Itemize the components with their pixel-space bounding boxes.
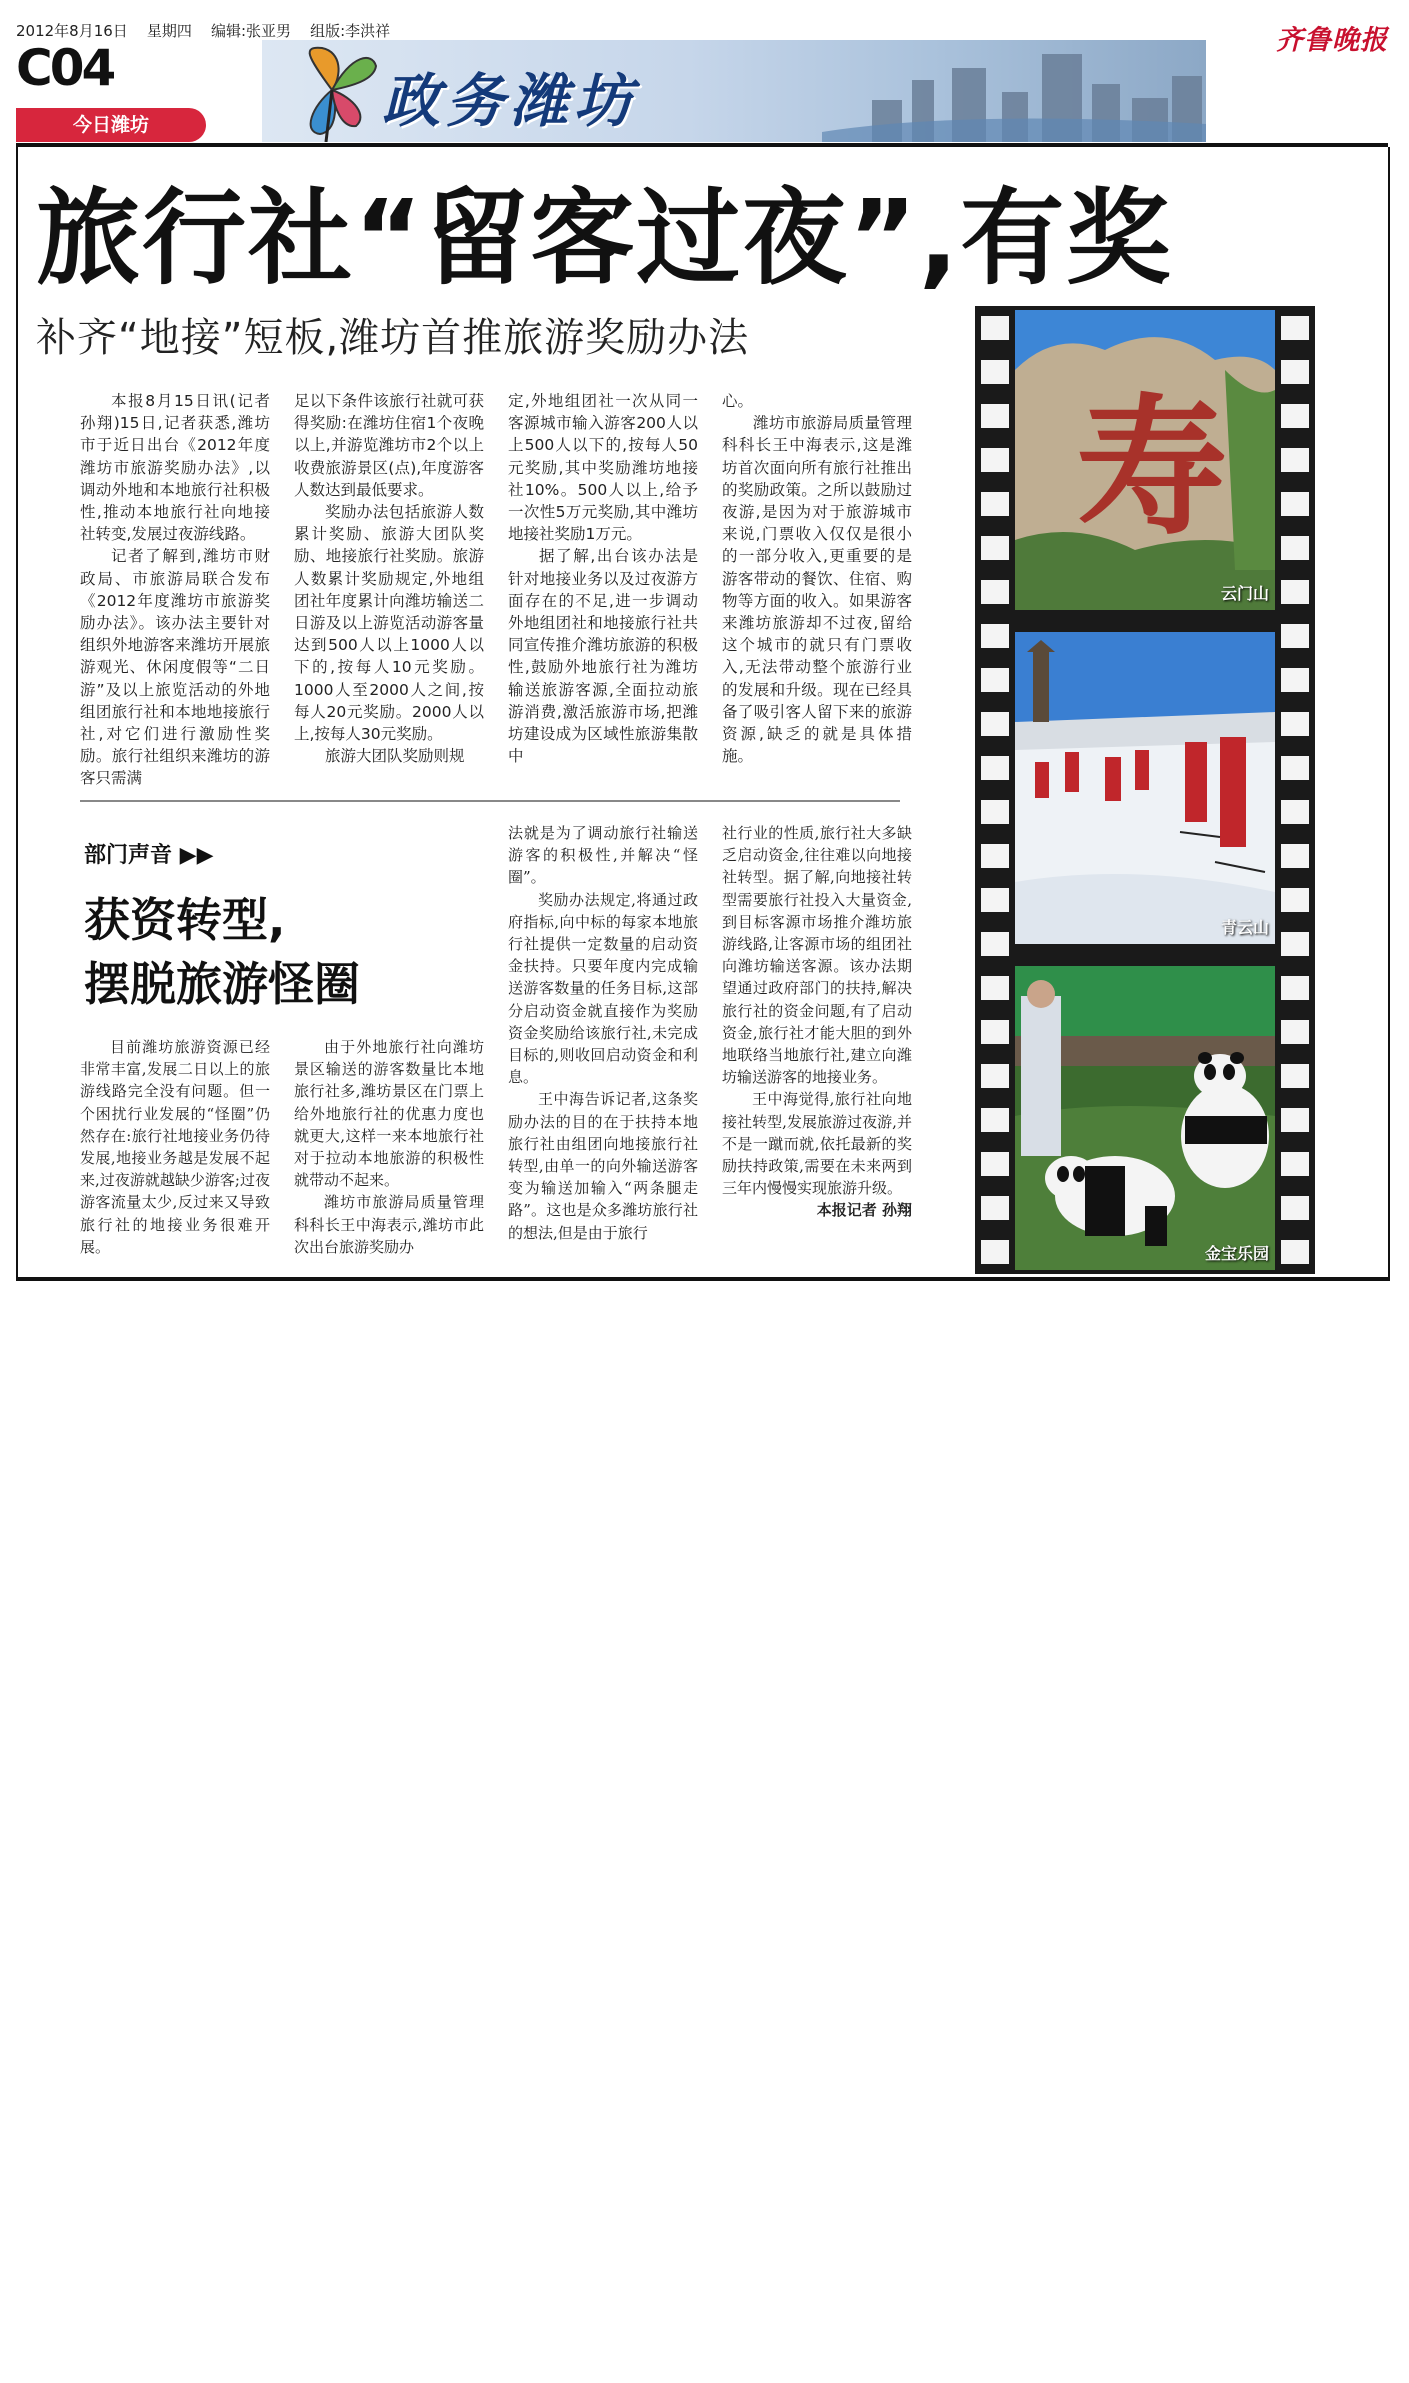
section-divider <box>80 800 900 802</box>
byline: 本报记者 孙翔 <box>816 1201 912 1220</box>
paragraph: 目前潍坊旅游资源已经非常丰富,发展二日以上的旅游线路完全没有问题。但一个困扰行业发展的“怪圈”仍然存在:旅行社地接业务仍待发展,地接业务越是发展不起来,过夜游就越缺少游客;过夜游客流量太少,反过来又导致旅行社的地接业务很难开展。 <box>80 1038 270 1256</box>
svg-text:寿: 寿 <box>1077 380 1228 556</box>
panda-photo <box>1015 966 1275 1270</box>
paragraph: 奖励办法规定,将通过政府指标,向中标的每家本地旅行社提供一定数量的启动资金扶持。只要年度内完成输送游客数量的任务目标,这部分启动资金就直接作为奖励资金奖励给该旅行社,未完成目标的,则收回启动资金和利息。 <box>508 890 698 1087</box>
cliff-carving-icon <box>1015 310 1275 610</box>
secondary-headline <box>84 888 360 1016</box>
secondary-column-1 <box>80 1036 270 1258</box>
department-label: 部门声音 ▶▶ <box>84 843 214 868</box>
paragraph: 王中海觉得,旅行社向地接社转型,发展旅游过夜游,并不是一蹴而就,依托最新的奖励扶持政策,需要在未来两到三年内慢慢实现旅游升级。 <box>722 1090 912 1198</box>
section-banner <box>262 40 1206 142</box>
paragraph: 法就是为了调动旅行社输送游客的积极性,并解决“怪圈”。 <box>508 824 698 887</box>
secondary-column-4 <box>722 822 912 1222</box>
page-number: C04 <box>16 39 114 97</box>
newspaper-brand-logo: 齐鲁晚报 <box>1276 25 1388 56</box>
ski-slope-icon <box>1015 632 1275 944</box>
paragraph: 本报8月15日讯(记者 孙翔)15日,记者获悉,潍坊市于近日出台《2012年度潍坊市旅游奖励办法》,以调动外地和本地旅行社积极性,推动本地旅行社向地接社转变,发展过夜游线路。 <box>80 392 270 544</box>
photo-filmstrip <box>975 306 1315 1274</box>
issue-meta: 2012年8月16日 星期四 编辑:张亚男 组版:李洪祥 <box>16 22 391 40</box>
page-title: 旅行社“留客过夜”,有奖 <box>36 177 1173 299</box>
article-column-2 <box>294 390 484 767</box>
article-column-1 <box>80 390 270 790</box>
paragraph: 王中海告诉记者,这条奖励办法的目的在于扶持本地旅行社由组团向地接旅行社转型,由单一的向外输送游客变为输送加输入“两条腿走路”。这也是众多潍坊旅行社的想法,但是由于旅行 <box>508 1090 698 1242</box>
section-tag: 今日潍坊 <box>16 108 206 142</box>
ski-slope-photo <box>1015 632 1275 944</box>
section-title: 政务潍坊 <box>382 67 639 135</box>
paragraph: 据了解,出台该办法是针对地接业务以及过夜游方面存在的不足,进一步调动外地组团社和地接旅行社共同宣传推介潍坊旅游的积极性,鼓励外地旅行社为潍坊输送旅游客源,全面拉动旅游消费,激活旅游市场,把潍坊建设成为区域性旅游集散中 <box>508 547 698 766</box>
article-column-3 <box>508 390 698 767</box>
secondary-headline-line-2: 摆脱旅游怪圈 <box>84 957 360 1011</box>
paragraph: 定,外地组团社一次从同一客源城市输入游客200人以上500人以下的,按每人50元奖励,其中奖励潍坊地接社10%。500人以上,给予一次性5万元奖励,其中潍坊地接社奖励1万元。 <box>508 392 698 544</box>
panda-icon <box>1015 966 1275 1270</box>
secondary-column-3 <box>508 822 698 1244</box>
film-sprocket-holes-right <box>1281 306 1309 1274</box>
paragraph: 由于外地旅行社向潍坊景区输送的游客数量比本地旅行社多,潍坊景区在门票上给外地旅行社的优惠力度也就更大,这样一来本地旅行社对于拉动本地旅游的积极性就带动不起来。 <box>294 1038 484 1190</box>
paragraph: 记者了解到,潍坊市财政局、市旅游局联合发布《2012年度潍坊市旅游奖励办法》。该办法主要针对组织外地游客来潍坊开展旅游观光、休闲度假等“二日游”及以上旅览活动的外地组团旅行社和本地地接旅行社,对它们进行激励性奖励。旅行社组织来潍坊的游客只需满 <box>80 547 270 788</box>
paragraph: 潍坊市旅游局质量管理科科长王中海表示,潍坊市此次出台旅游奖励办 <box>294 1193 484 1256</box>
photo-caption: 青云山 <box>1220 918 1269 937</box>
butterfly-icon <box>310 48 376 142</box>
paragraph: 奖励办法包括旅游人数累计奖励、旅游大团队奖励、地接旅行社奖励。旅游人数累计奖励规定,外地组团社年度累计向潍坊输送二日游及以上游览活动游客量达到500人以上1000人以下的,按每人10元奖励。1000人至2000人之间,按每人20元奖励。2000人以上,按每人30元奖励。 <box>294 503 484 744</box>
secondary-column-2 <box>294 1036 484 1258</box>
paragraph: 社行业的性质,旅行社大多缺乏启动资金,往往难以向地接社转型。据了解,向地接社转型需要旅行社投入大量资金,到目标客源市场推介潍坊旅游线路,让客源市场的组团社向潍坊输送客源。该办法期望通过政府部门的扶持,解决旅行社的资金问题,有了启动资金,旅行社才能大胆的到外地联络当地旅行社,建立向潍坊输送游客的地接业务。 <box>722 824 912 1087</box>
paragraph: 旅游大团队奖励则规 <box>325 747 465 766</box>
secondary-headline-line-1: 获资转型, <box>84 893 286 947</box>
photo-caption: 云门山 <box>1220 584 1269 603</box>
subheadline: 补齐“地接”短板,潍坊首推旅游奖励办法 <box>36 315 750 361</box>
cliff-carving-photo <box>1015 310 1275 610</box>
paragraph: 足以下条件该旅行社就可获得奖励:在潍坊住宿1个夜晚以上,并游览潍坊市2个以上收费旅游景区(点),年度游客人数达到最低要求。 <box>294 392 484 499</box>
film-sprocket-holes-left <box>981 306 1009 1274</box>
article-column-4 <box>722 390 912 767</box>
paragraph: 潍坊市旅游局质量管理科科长王中海表示,这是潍坊首次面向所有旅行社推出的奖励政策。之所以鼓励过夜游,是因为对于旅游城市来说,门票收入仅仅是很小的一部分收入,更重要的是游客带动的餐饮、住宿、购物等方面的收入。如果游客来潍坊旅游却不过夜,留给这个城市的就只有门票收入,无法带动整个旅游行业的发展和升级。现在已经具备了吸引客人留下来的旅游资源,缺乏的就是具体措施。 <box>722 414 912 766</box>
photo-caption: 金宝乐园 <box>1204 1244 1269 1263</box>
paragraph: 心。 <box>722 392 754 410</box>
